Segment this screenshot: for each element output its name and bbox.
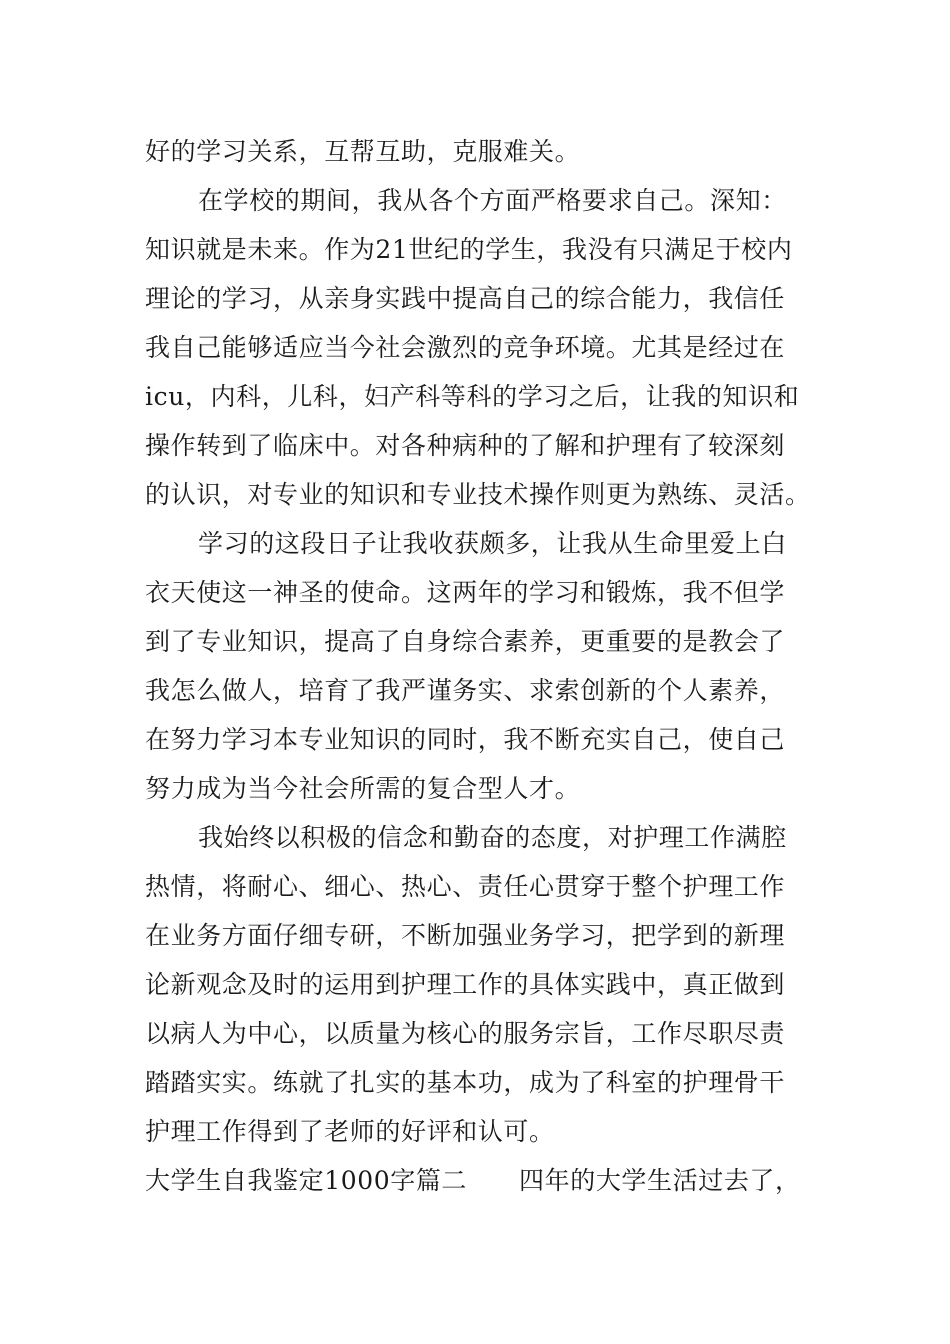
text-line: 学习的这段日子让我收获颇多，让我从生命里爱上白 xyxy=(198,529,787,558)
text-line: 踏踏实实。练就了扎实的基本功，成为了科室的护理骨干 xyxy=(145,1068,786,1097)
text-line: 我怎么做人，培育了我严谨务实、求索创新的个人素养， xyxy=(145,676,786,705)
text-line: 好的学习关系，互帮互助，克服难关。 xyxy=(145,137,581,166)
text-line: 理论的学习，从亲身实践中提高自己的综合能力，我信任 xyxy=(145,284,786,313)
section-heading-continuation: 四年的大学生活过去了， xyxy=(519,1166,801,1195)
text-line: 衣天使这一神圣的使命。这两年的学习和锻炼，我不但学 xyxy=(145,578,786,607)
text-line: icu，内科，儿科，妇产科等科的学习之后，让我的知识和 xyxy=(145,382,800,411)
text-line: 在学校的期间，我从各个方面严格要求自己。深知： xyxy=(198,186,787,215)
text-line: 在努力学习本专业知识的同时，我不断充实自己，使自己 xyxy=(145,725,786,754)
document-body xyxy=(145,127,810,1205)
text-line: 到了专业知识，提高了自身综合素养，更重要的是教会了 xyxy=(145,627,786,656)
text-line: 操作转到了临床中。对各种病种的了解和护理有了较深刻 xyxy=(145,431,786,460)
text-line: 知识就是未来。作为21世纪的学生，我没有只满足于校内 xyxy=(145,235,793,264)
text-line: 热情，将耐心、细心、热心、责任心贯穿于整个护理工作 xyxy=(145,872,786,901)
text-line: 以病人为中心，以质量为核心的服务宗旨，工作尽职尽责 xyxy=(145,1019,786,1048)
text-line: 的认识，对专业的知识和专业技术操作则更为熟练、灵活。 xyxy=(145,480,811,509)
section-heading-title: 大学生自我鉴定1000字篇二 xyxy=(145,1166,468,1195)
text-line: 护理工作得到了老师的好评和认可。 xyxy=(145,1117,555,1146)
text-line: 努力成为当今社会所需的复合型人才。 xyxy=(145,774,581,803)
text-line: 在业务方面仔细专研，不断加强业务学习，把学到的新理 xyxy=(145,921,786,950)
text-line: 我自己能够适应当今社会激烈的竞争环境。尤其是经过在 xyxy=(145,333,786,362)
section-heading-line xyxy=(145,1156,810,1205)
text-line: 我始终以积极的信念和勤奋的态度，对护理工作满腔 xyxy=(198,823,787,852)
text-line: 论新观念及时的运用到护理工作的具体实践中，真正做到 xyxy=(145,970,786,999)
